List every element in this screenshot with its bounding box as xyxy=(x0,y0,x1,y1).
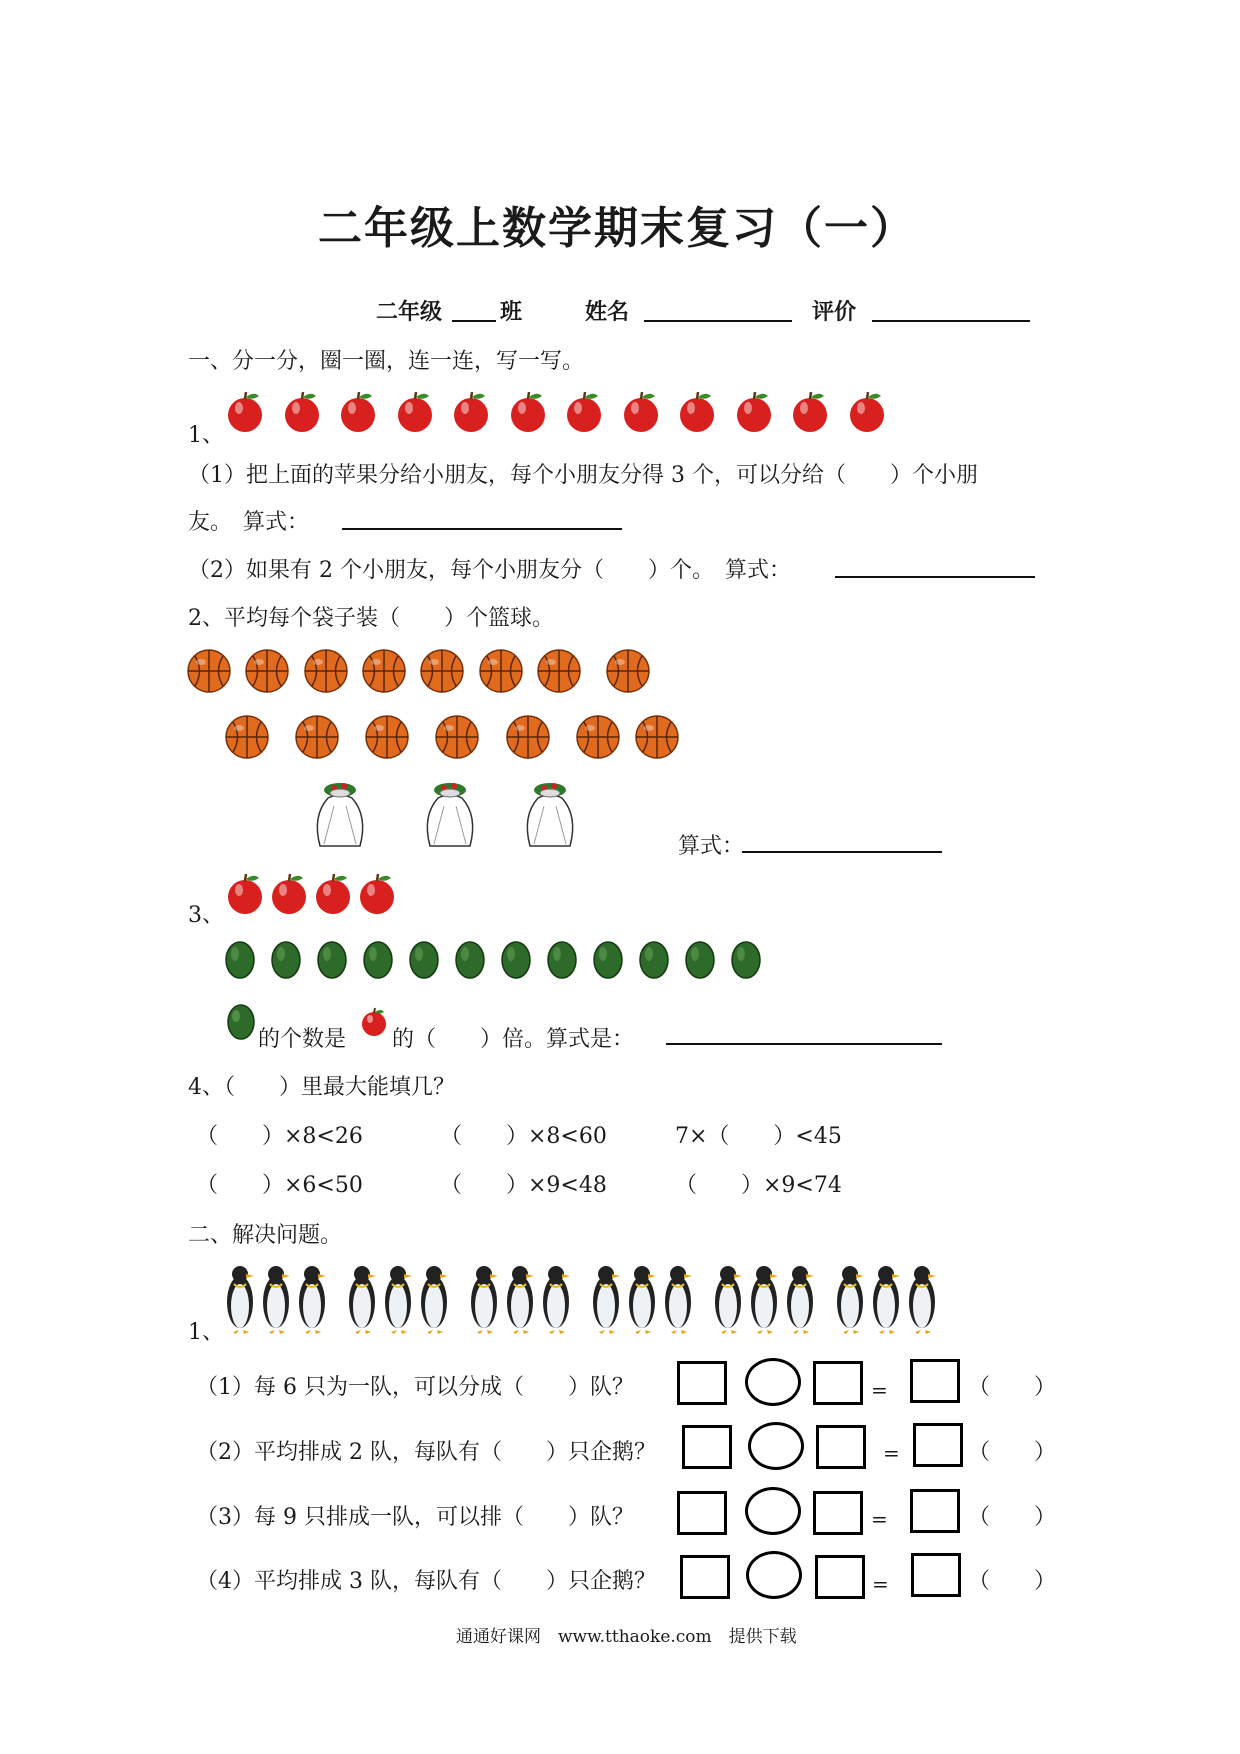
apple-icon xyxy=(269,872,309,916)
apple-icon xyxy=(357,872,397,916)
melon-icon xyxy=(317,940,347,980)
penguin-icon xyxy=(748,1262,780,1336)
equation-box[interactable] xyxy=(677,1361,727,1405)
basketball-icon xyxy=(505,714,551,760)
penguin-row xyxy=(224,1262,944,1338)
answer-box[interactable] xyxy=(911,1553,961,1597)
penguin-icon xyxy=(540,1262,572,1336)
name-blank[interactable] xyxy=(644,320,792,322)
s2-sub4: （4）平均排成 3 队，每队有（ ）只企鹅？ xyxy=(196,1569,656,1594)
apple-row xyxy=(225,390,885,438)
equation-box[interactable] xyxy=(813,1491,863,1535)
s2-sub1: （1）每 6 只为一队，可以分成（ ）队？ xyxy=(196,1375,634,1400)
q1-sub2-formula-blank[interactable] xyxy=(835,576,1035,578)
equals-sign: = xyxy=(871,1378,888,1402)
q4-item-5: （ ）×9<48 xyxy=(440,1173,607,1198)
q2-formula-blank[interactable] xyxy=(742,851,942,853)
bag-icon xyxy=(520,776,580,852)
penguin-icon xyxy=(260,1262,292,1336)
q1-sub1-line1: （1）把上面的苹果分给小朋友，每个小朋友分得 3 个，可以分给（ ）个小朋 xyxy=(188,463,978,488)
apple-icon xyxy=(621,390,661,434)
bag-icon xyxy=(310,776,370,852)
q3-number: 3、 xyxy=(188,903,224,928)
penguin-icon xyxy=(712,1262,744,1336)
grade-label: 二年级 xyxy=(376,300,443,325)
equation-box[interactable] xyxy=(677,1491,727,1535)
q4-item-2: （ ）×8<60 xyxy=(440,1124,607,1149)
basketball-icon xyxy=(364,714,410,760)
penguin-icon xyxy=(626,1262,658,1336)
basketball-icon xyxy=(294,714,340,760)
penguin-icon xyxy=(870,1262,902,1336)
penguin-icon xyxy=(468,1262,500,1336)
apple-icon xyxy=(508,390,548,434)
operator-circle[interactable] xyxy=(745,1487,801,1535)
bag-icon xyxy=(420,776,480,852)
penguin-icon xyxy=(296,1262,328,1336)
answer-box[interactable] xyxy=(910,1489,960,1533)
q4-item-6: （ ）×9<74 xyxy=(675,1173,842,1198)
apple-icon xyxy=(282,390,322,434)
basketball-row-1 xyxy=(186,648,666,696)
melon-icon xyxy=(501,940,531,980)
apple-icon xyxy=(451,390,491,434)
eval-label: 评价 xyxy=(812,300,857,325)
melon-icon xyxy=(226,1003,256,1041)
q3-text-a: 的个数是 xyxy=(258,1027,347,1052)
basketball-icon xyxy=(634,714,680,760)
apple-icon xyxy=(360,1007,388,1037)
name-label: 姓名 xyxy=(585,300,630,325)
penguin-icon xyxy=(382,1262,414,1336)
footer-credit: 通通好课网 www.tthaoke.com 提供下载 xyxy=(456,1627,797,1647)
bag-group xyxy=(310,776,590,852)
apple-icon xyxy=(225,390,265,434)
basketball-row-2 xyxy=(224,714,694,762)
class-label: 班 xyxy=(500,300,523,325)
equals-sign: = xyxy=(883,1441,900,1465)
penguin-icon xyxy=(906,1262,938,1336)
basketball-icon xyxy=(605,648,651,694)
apple-icon xyxy=(734,390,774,434)
penguin-icon xyxy=(418,1262,450,1336)
basketball-icon xyxy=(536,648,582,694)
unit-paren[interactable]: （ ） xyxy=(968,1375,1057,1400)
apple-icon xyxy=(338,390,378,434)
equation-box[interactable] xyxy=(815,1555,865,1599)
q3-apple-row xyxy=(225,872,405,916)
operator-circle[interactable] xyxy=(748,1422,804,1470)
melon-row xyxy=(225,940,765,984)
basketball-icon xyxy=(303,648,349,694)
class-blank[interactable] xyxy=(452,320,496,322)
melon-icon xyxy=(225,940,255,980)
eval-blank[interactable] xyxy=(872,320,1030,322)
melon-icon xyxy=(639,940,669,980)
s2-sub2: （2）平均排成 2 队，每队有（ ）只企鹅？ xyxy=(196,1440,656,1465)
melon-icon xyxy=(685,940,715,980)
basketball-icon xyxy=(361,648,407,694)
q4-item-3: 7×（ ）<45 xyxy=(675,1124,842,1149)
equation-box[interactable] xyxy=(680,1555,730,1599)
apple-icon xyxy=(225,872,265,916)
penguin-icon xyxy=(590,1262,622,1336)
q4-text: 4、（ ）里最大能填几？ xyxy=(188,1075,455,1100)
basketball-icon xyxy=(224,714,270,760)
melon-icon xyxy=(731,940,761,980)
apple-icon xyxy=(790,390,830,434)
melon-icon xyxy=(455,940,485,980)
basketball-icon xyxy=(419,648,465,694)
section2-heading: 二、解决问题。 xyxy=(188,1223,343,1248)
penguin-icon xyxy=(504,1262,536,1336)
penguin-icon xyxy=(224,1262,256,1336)
page-title: 二年级上数学期末复习（一） xyxy=(318,203,916,254)
q1-sub2: （2）如果有 2 个小朋友，每个小朋友分（ ）个。 算式： xyxy=(188,558,791,583)
basketball-icon xyxy=(478,648,524,694)
unit-paren[interactable]: （ ） xyxy=(968,1440,1057,1465)
equation-box[interactable] xyxy=(816,1425,866,1469)
basketball-icon xyxy=(244,648,290,694)
apple-icon xyxy=(395,390,435,434)
q1-number: 1、 xyxy=(188,423,224,448)
unit-paren[interactable]: （ ） xyxy=(968,1505,1057,1530)
basketball-icon xyxy=(575,714,621,760)
q3-text-b: 的（ ）倍。算式是： xyxy=(392,1027,635,1052)
answer-box[interactable] xyxy=(910,1359,960,1403)
section1-heading: 一、分一分，圈一圈，连一连，写一写。 xyxy=(188,349,585,374)
basketball-icon xyxy=(186,648,232,694)
answer-box[interactable] xyxy=(913,1423,963,1467)
s2-q1-number: 1、 xyxy=(188,1320,224,1345)
penguin-icon xyxy=(834,1262,866,1336)
equals-sign: = xyxy=(872,1572,889,1596)
penguin-icon xyxy=(346,1262,378,1336)
melon-icon xyxy=(271,940,301,980)
equals-sign: = xyxy=(871,1507,888,1531)
penguin-icon xyxy=(662,1262,694,1336)
operator-circle[interactable] xyxy=(746,1551,802,1599)
q1-sub1-line2: 友。 算式： xyxy=(188,510,310,535)
q3-formula-blank[interactable] xyxy=(666,1043,942,1045)
s2-sub3: （3）每 9 只排成一队，可以排（ ）队？ xyxy=(196,1505,634,1530)
apple-icon xyxy=(677,390,717,434)
q1-sub1-formula-blank[interactable] xyxy=(342,528,622,530)
apple-icon xyxy=(313,872,353,916)
q2-formula-label: 算式： xyxy=(678,834,745,859)
q4-item-1: （ ）×8<26 xyxy=(196,1124,363,1149)
equation-box[interactable] xyxy=(682,1425,732,1469)
q4-item-4: （ ）×6<50 xyxy=(196,1173,363,1198)
apple-icon xyxy=(564,390,604,434)
melon-icon xyxy=(409,940,439,980)
apple-icon xyxy=(847,390,887,434)
q2-text: 2、平均每个袋子装（ ）个篮球。 xyxy=(188,606,554,631)
basketball-icon xyxy=(434,714,480,760)
equation-box[interactable] xyxy=(813,1361,863,1405)
unit-paren[interactable]: （ ） xyxy=(968,1569,1057,1594)
melon-icon xyxy=(363,940,393,980)
operator-circle[interactable] xyxy=(745,1358,801,1406)
melon-icon xyxy=(593,940,623,980)
penguin-icon xyxy=(784,1262,816,1336)
melon-icon xyxy=(547,940,577,980)
